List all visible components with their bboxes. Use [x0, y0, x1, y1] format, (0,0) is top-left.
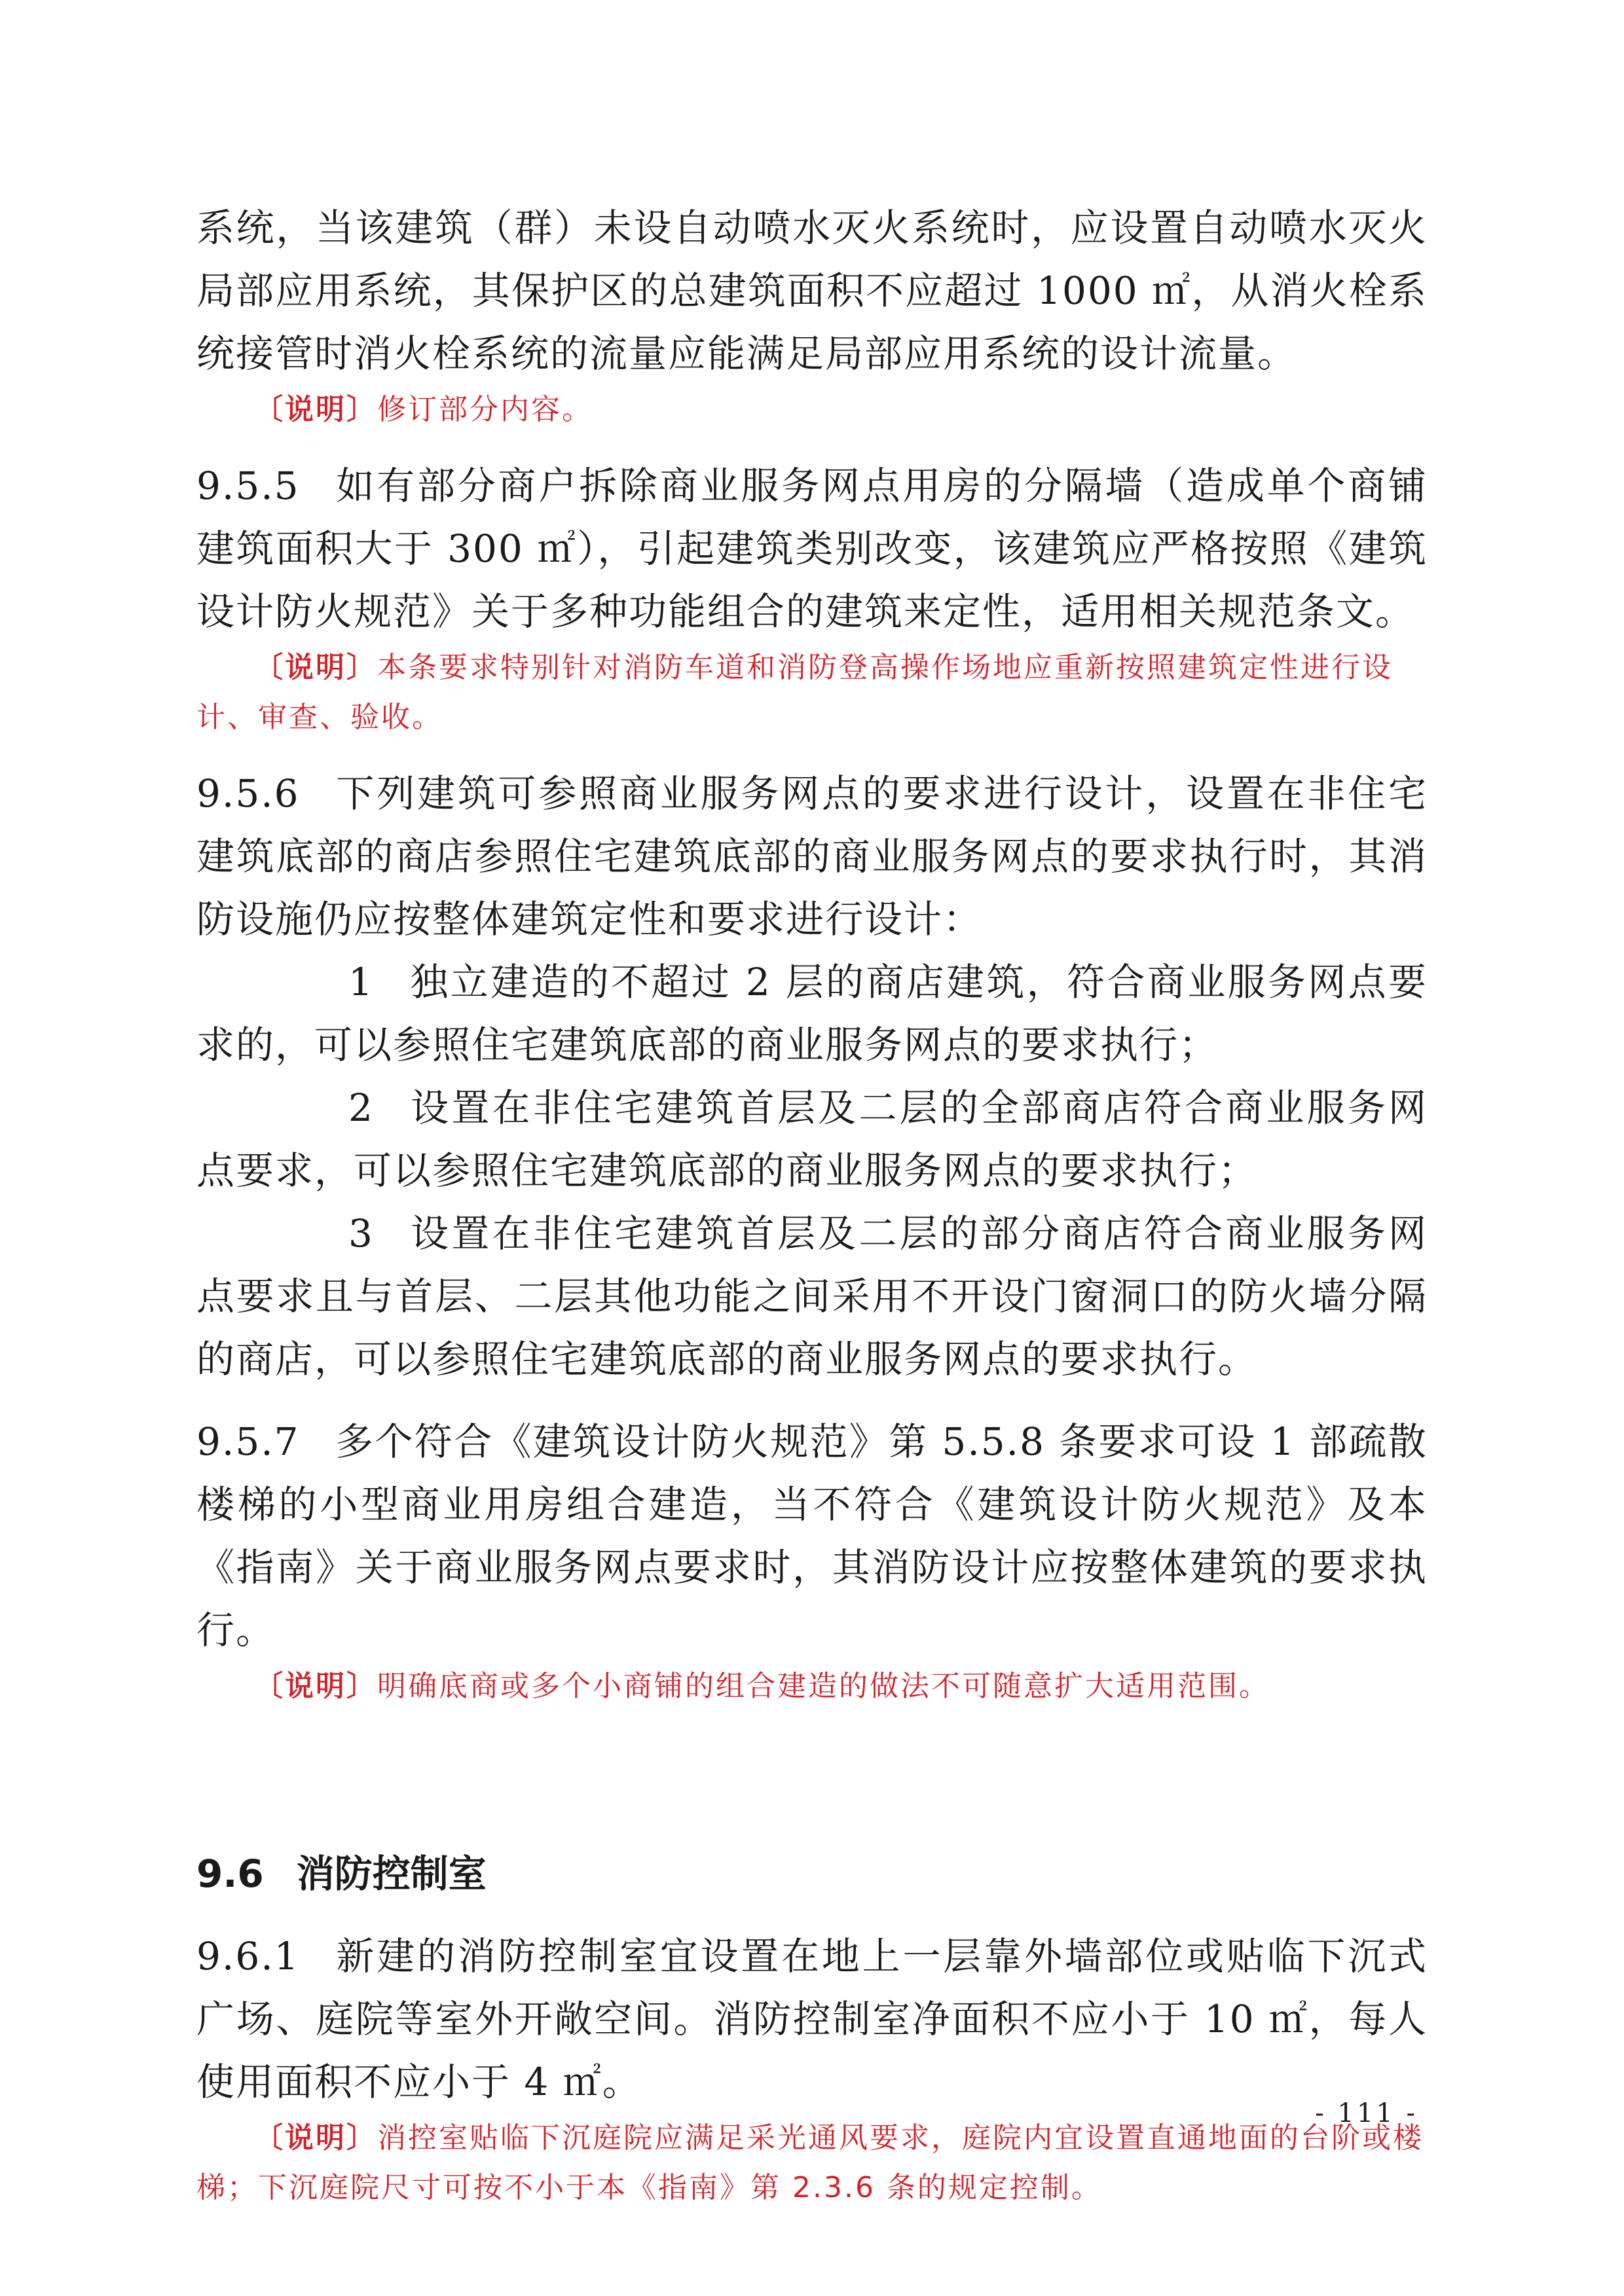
- note-tag: 〔说明〕: [254, 1669, 377, 1703]
- section-number: 9.6: [196, 1851, 264, 1896]
- list-item-2: [196, 1076, 1428, 1202]
- paragraph-continuation: [196, 196, 1428, 385]
- note-tag: 〔说明〕: [254, 2121, 377, 2155]
- clause-text: 如有部分商户拆除商业服务网点用房的分隔墙（造成单个商铺建筑面积大于 300 ㎡），引起建筑类别改变，该建筑应严格按照《建筑设计防火规范》关于多种功能组合的建筑来定性，适用相关规范条文。: [196, 464, 1428, 634]
- clause-number: 9.5.7: [196, 1419, 300, 1464]
- clause-text: 多个符合《建筑设计防火规范》第 5.5.8 条要求可设 1 部疏散楼梯的小型商业用房组合建造，当不符合《建筑设计防火规范》及本《指南》关于商业服务网点要求时，其消防设计应按整体建筑的要求执行。: [196, 1419, 1428, 1652]
- note-4: [196, 2113, 1428, 2213]
- item-number: 2: [348, 1085, 374, 1130]
- section-heading-9-6: [196, 1842, 1428, 1905]
- item-text: 独立建造的不超过 2 层的商店建筑，符合商业服务网点要求的，可以参照住宅建筑底部的商业服务网点的要求执行；: [196, 960, 1428, 1067]
- clause-number: 9.5.6: [196, 771, 300, 816]
- note-text: 消控室贴临下沉庭院应满足采光通风要求，庭院内宜设置直通地面的台阶或楼梯；下沉庭院尺寸可按不小于本《指南》第 2.3.6 条的规定控制。: [196, 2121, 1424, 2204]
- clause-9-5-5: [196, 454, 1428, 643]
- paragraph-text: 系统，当该建筑（群）未设自动喷水灭火系统时，应设置自动喷水灭火局部应用系统，其保护区的总建筑面积不应超过 1000 ㎡，从消火栓系统接管时消火栓系统的流量应能满足局部应用系统的设计流量。: [196, 206, 1428, 376]
- note-1: [196, 385, 1428, 435]
- page-number: - 111 -: [1315, 2098, 1418, 2128]
- note-tag: 〔说明〕: [254, 393, 377, 426]
- note-3: [196, 1662, 1428, 1711]
- note-tag: 〔说明〕: [254, 651, 377, 684]
- page-body: [196, 196, 1428, 2213]
- item-text: 设置在非住宅建筑首层及二层的部分商店符合商业服务网点要求且与首层、二层其他功能之间采用不开设门窗洞口的防火墙分隔的商店，可以参照住宅建筑底部的商业服务网点的要求执行。: [196, 1211, 1428, 1381]
- item-text: 设置在非住宅建筑首层及二层的全部商店符合商业服务网点要求，可以参照住宅建筑底部的商业服务网点的要求执行；: [196, 1085, 1428, 1193]
- clause-9-6-1: [196, 1925, 1428, 2113]
- note-2: [196, 643, 1428, 742]
- clause-text: 新建的消防控制室宜设置在地上一层靠外墙部位或贴临下沉式广场、庭院等室外开敞空间。消防控制室净面积不应小于 10 ㎡，每人使用面积不应小于 4 ㎡。: [196, 1934, 1428, 2104]
- section-title: 消防控制室: [296, 1851, 487, 1896]
- item-number: 1: [348, 960, 374, 1004]
- note-text: 修订部分内容。: [377, 393, 593, 426]
- clause-9-5-7: [196, 1410, 1428, 1662]
- list-item-3: [196, 1202, 1428, 1391]
- clause-number: 9.6.1: [196, 1934, 300, 1978]
- note-text: 明确底商或多个小商铺的组合建造的做法不可随意扩大适用范围。: [377, 1669, 1270, 1703]
- clause-number: 9.5.5: [196, 464, 300, 508]
- note-text: 本条要求特别针对消防车道和消防登高操作场地应重新按照建筑定性进行设计、审查、验收。: [196, 651, 1393, 734]
- list-item-1: [196, 951, 1428, 1076]
- clause-text: 下列建筑可参照商业服务网点的要求进行设计，设置在非住宅建筑底部的商店参照住宅建筑底部的商业服务网点的要求执行时，其消防设施仍应按整体建筑定性和要求进行设计：: [196, 771, 1428, 941]
- item-number: 3: [348, 1211, 374, 1256]
- clause-9-5-6: [196, 762, 1428, 951]
